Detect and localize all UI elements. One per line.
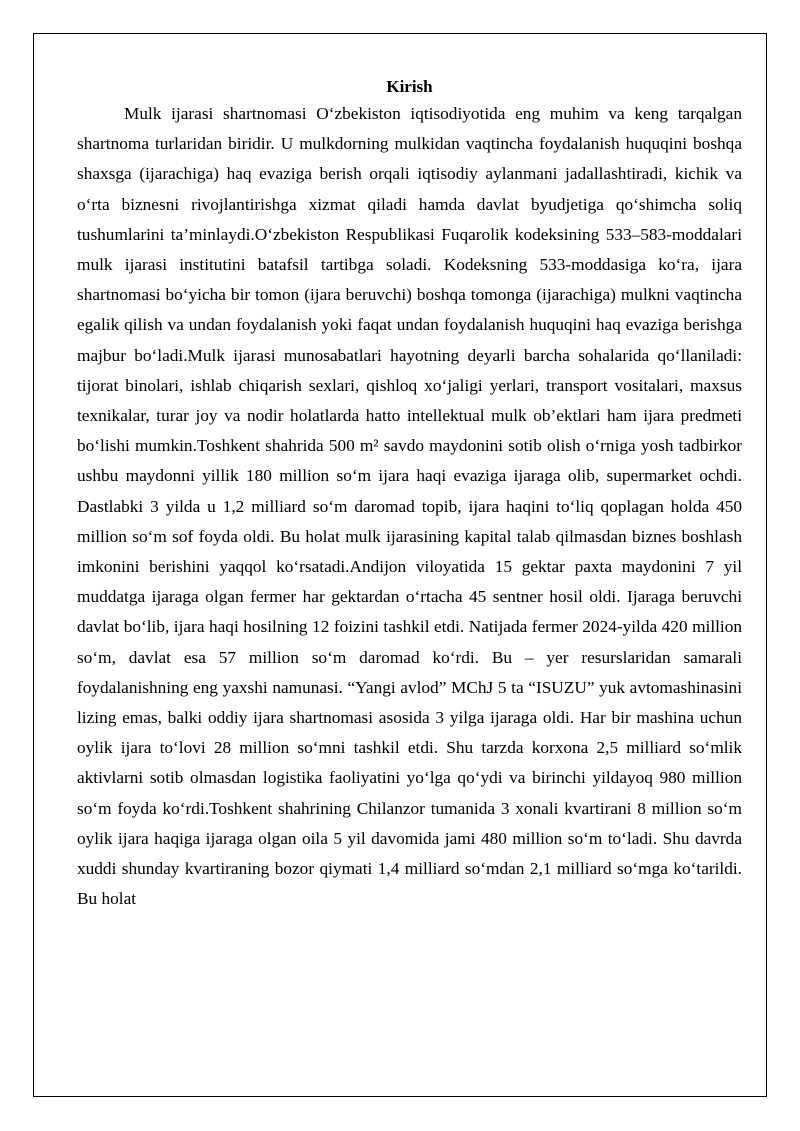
body-paragraph: Mulk ijarasi shartnomasi O‘zbekiston iqtisodiyotida eng muhim va keng tarqalgan shartnoma turlaridan biridir. U mulkdorning mulkidan vaqtincha foydalanish huquqini boshqa shaxsga (ijarachiga) haq evaziga berish orqali iqtisodiy aylanmani jadallashtiradi, kichik va o‘rta biznesni rivojlantirishga xizmat qiladi hamda davlat byudjetiga qo‘shimcha soliq tushumlarini ta’minlaydi.O‘zbekiston Respublikasi Fuqarolik kodeksining 533–583-moddalari mulk ijarasi institutini batafsil tartibga soladi. Kodeksning 533-moddasiga ko‘ra, ijara shartnomasi bo‘yicha bir tomon (ijara beruvchi) boshqa tomonga (ijarachiga) mulkni vaqtincha egalik qilish va undan foydalanish yoki faqat undan foydalanish huquqini haq evaziga berishga majbur bo‘ladi.Mulk ijarasi munosabatlari hayotning deyarli barcha sohalarida qo‘llaniladi: tijorat binolari, ishlab chiqarish sexlari, qishloq xo‘jaligi yerlari, transport vositalari, maxsus texnikalar, turar joy va nodir holatlarda hatto intellektual mulk ob’ektlari ham ijara predmeti bo‘lishi mumkin.Toshkent shahrida 500 m² savdo maydonini sotib olish o‘rniga yosh tadbirkor ushbu maydonni yillik 180 million so‘m ijara haqi evaziga ijaraga olib, supermarket ochdi. Dastlabki 3 yilda u 1,2 milliard so‘m daromad topib, ijara haqini to‘liq qoplagan holda 450 million so‘m sof foyda oldi. Bu holat mulk ijarasining kapital talab qilmasdan biznes boshlash imkonini berishini yaqqol ko‘rsatadi.Andijon viloyatida 15 gektar paxta maydonini 7 yil muddatga ijaraga olgan fermer har gektardan o‘rtacha 45 sentner hosil oldi. Ijaraga beruvchi davlat bo‘lib, ijara haqi hosilning 12 foizini tashkil etdi. Natijada fermer 2024-yilda 420 million so‘m, davlat esa 57 million so‘m daromad ko‘rdi. Bu – yer resurslaridan samarali foydalanishning eng yaxshi namunasi. “Yangi avlod” MChJ 5 ta “ISUZU” yuk avtomashinasini lizing emas, balki oddiy ijara shartnomasi asosida 3 yilga ijaraga oldi. Har bir mashina uchun oylik ijara to‘lovi 28 million so‘mni tashkil etdi. Shu tarzda korxona 2,5 milliard so‘mlik aktivlarni sotib olmasdan logistika faoliyatini yo‘lga qo‘ydi va birinchi yildayoq 980 million so‘m foyda ko‘rdi.Toshkent shahrining Chilanzor tumanida 3 xonali kvartirani 8 million so‘m oylik ijara haqiga ijaraga olgan oila 5 yil davomida jami 480 million so‘m to‘ladi. Shu davrda xuddi shunday kvartiraning bozor qiymati 1,4 milliard so‘mdan 2,1 milliard so‘mga ko‘tarildi. Bu holat	[77, 104, 742, 909]
section-title: Kirish	[386, 77, 433, 96]
document-body	[77, 76, 742, 914]
